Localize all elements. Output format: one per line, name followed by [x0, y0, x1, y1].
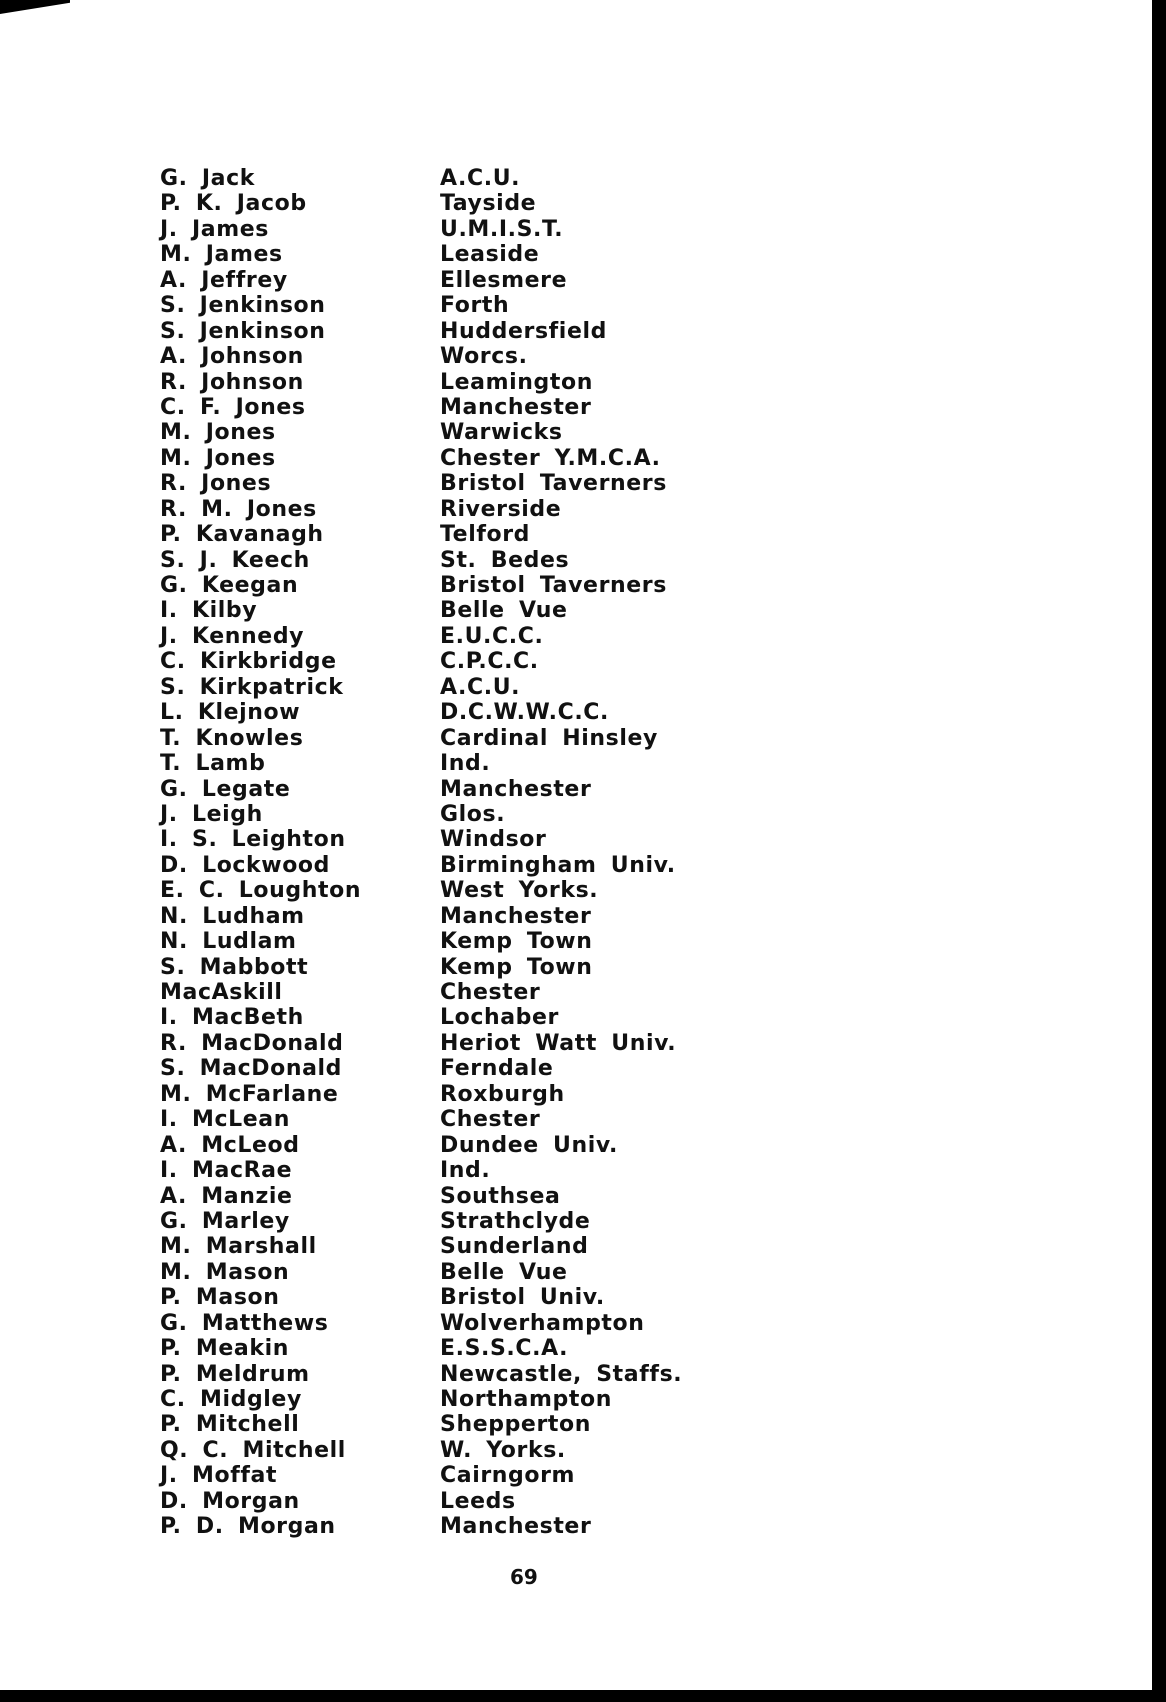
entry-club: Cardinal Hinsley [440, 725, 658, 751]
entry-club: E.U.C.C. [440, 623, 544, 649]
entry-club: Riverside [440, 496, 562, 522]
entry-name: J. James [160, 216, 269, 242]
scan-edge-top [0, 0, 70, 14]
entry-club: E.S.S.C.A. [440, 1336, 569, 1362]
entry-name: Q. C. Mitchell [160, 1437, 346, 1463]
list-item [160, 1005, 720, 1030]
entry-name: MacAskill [160, 980, 283, 1005]
entry-club: Cairngorm [440, 1463, 576, 1489]
page-number: 69 [510, 1565, 538, 1589]
entry-club: Southsea [440, 1183, 561, 1209]
scan-edge-right [1152, 0, 1166, 1702]
list-item [160, 446, 720, 471]
entry-name: J. Kennedy [160, 623, 305, 649]
list-item [160, 649, 720, 674]
list-item [160, 344, 720, 369]
entry-club: W. Yorks. [440, 1437, 566, 1463]
list-item [160, 1387, 720, 1412]
entry-club: Wolverhampton [440, 1310, 645, 1336]
entry-club: Strathclyde [440, 1208, 591, 1234]
entry-name: G. Keegan [160, 573, 299, 598]
list-item [160, 1489, 720, 1514]
list-item [160, 598, 720, 623]
list-item [160, 1514, 720, 1539]
entry-club: Chester Y.M.C.A. [440, 445, 661, 471]
entry-name: I. McLean [160, 1107, 290, 1133]
entry-club: Manchester [440, 776, 592, 802]
list-item [160, 624, 720, 649]
entry-name: P. Kavanagh [160, 522, 324, 548]
entry-name: A. Jeffrey [160, 267, 288, 293]
entry-name: A. Johnson [160, 344, 304, 370]
list-item [160, 929, 720, 954]
entry-name: D. Lockwood [160, 852, 330, 878]
entry-club: Tayside [440, 191, 537, 217]
entry-club: St. Bedes [440, 547, 570, 573]
entry-club: Lochaber [440, 1005, 560, 1031]
list-item [160, 1438, 720, 1463]
entry-club: Bristol Univ. [440, 1285, 605, 1311]
list-item [160, 853, 720, 878]
entry-list [160, 166, 720, 1540]
list-item [160, 675, 720, 700]
entry-name: M. McFarlane [160, 1081, 339, 1107]
entry-club: Telford [440, 522, 531, 548]
entry-name: E. C. Loughton [160, 878, 362, 904]
list-item [160, 1463, 720, 1488]
list-item [160, 904, 720, 929]
entry-club: Birmingham Univ. [440, 852, 676, 878]
entry-name: G. Legate [160, 776, 291, 802]
entry-club: Bristol Taverners [440, 573, 667, 598]
entry-name: C. Kirkbridge [160, 649, 337, 675]
entry-club: Ind. [440, 1158, 491, 1184]
list-item [160, 420, 720, 445]
entry-club: Worcs. [440, 344, 528, 370]
list-item [160, 1056, 720, 1081]
entry-name: S. Kirkpatrick [160, 674, 344, 700]
entry-name: A. Manzie [160, 1183, 293, 1209]
entry-club: A.C.U. [440, 674, 521, 700]
entry-name: S. Jenkinson [160, 318, 326, 344]
list-item [160, 1107, 720, 1132]
entry-name: M. Marshall [160, 1234, 317, 1260]
list-item [160, 1311, 720, 1336]
list-item [160, 522, 720, 547]
entry-club: Manchester [440, 394, 592, 420]
list-item [160, 1184, 720, 1209]
entry-club: Manchester [440, 1514, 592, 1540]
list-item [160, 700, 720, 725]
entry-name: S. Jenkinson [160, 293, 326, 319]
list-item [160, 878, 720, 903]
list-item [160, 1031, 720, 1056]
entry-club: Ind. [440, 751, 491, 777]
list-item [160, 242, 720, 267]
entry-name: M. Jones [160, 445, 276, 471]
entry-name: I. S. Leighton [160, 827, 346, 853]
entry-club: Northampton [440, 1387, 612, 1412]
entry-name: D. Morgan [160, 1488, 300, 1514]
entry-club: Heriot Watt Univ. [440, 1030, 677, 1056]
entry-club: Ellesmere [440, 267, 568, 293]
list-item [160, 726, 720, 751]
entry-club: Sunderland [440, 1234, 589, 1260]
entry-name: L. Klejnow [160, 700, 301, 726]
entry-club: Chester [440, 980, 541, 1005]
entry-club: Belle Vue [440, 598, 568, 624]
list-item [160, 1234, 720, 1259]
entry-name: I. MacBeth [160, 1005, 304, 1031]
entry-name: R. Johnson [160, 369, 304, 395]
entry-name: T. Lamb [160, 751, 266, 777]
entry-name: R. MacDonald [160, 1030, 344, 1056]
list-item [160, 268, 720, 293]
entry-name: P. Meldrum [160, 1361, 310, 1387]
list-item [160, 370, 720, 395]
entry-name: P. Mitchell [160, 1412, 300, 1438]
entry-name: R. M. Jones [160, 496, 317, 522]
entry-name: I. MacRae [160, 1158, 293, 1184]
list-item [160, 497, 720, 522]
entry-club: Forth [440, 293, 510, 319]
entry-name: G. Jack [160, 166, 255, 191]
entry-club: Manchester [440, 903, 592, 929]
entry-club: Ferndale [440, 1056, 554, 1082]
entry-name: G. Matthews [160, 1310, 329, 1336]
list-item [160, 1362, 720, 1387]
entry-name: J. Leigh [160, 801, 263, 827]
list-item [160, 980, 720, 1005]
list-item [160, 1082, 720, 1107]
entry-name: C. Midgley [160, 1387, 302, 1412]
list-item [160, 751, 720, 776]
entry-name: J. Moffat [160, 1463, 278, 1489]
list-item [160, 319, 720, 344]
entry-name: M. Jones [160, 420, 276, 446]
list-item [160, 1260, 720, 1285]
list-item [160, 1209, 720, 1234]
entry-name: S. MacDonald [160, 1056, 343, 1082]
entry-name: A. McLeod [160, 1132, 300, 1158]
entry-name: P. D. Morgan [160, 1514, 336, 1540]
entry-club: Dundee Univ. [440, 1132, 619, 1158]
entry-club: Glos. [440, 801, 506, 827]
entry-name: M. James [160, 242, 283, 268]
entry-club: Leamington [440, 369, 593, 395]
list-item [160, 191, 720, 216]
entry-club: Newcastle, Staffs. [440, 1361, 683, 1387]
list-item [160, 1336, 720, 1361]
entry-club: D.C.W.W.C.C. [440, 700, 609, 726]
list-item [160, 1285, 720, 1310]
entry-name: G. Marley [160, 1208, 290, 1234]
list-item [160, 395, 720, 420]
list-item [160, 548, 720, 573]
entry-club: Kemp Town [440, 929, 593, 955]
list-item [160, 1158, 720, 1183]
entry-club: Chester [440, 1107, 541, 1133]
list-item [160, 573, 720, 598]
entry-name: C. F. Jones [160, 394, 306, 420]
entry-club: Warwicks [440, 420, 563, 446]
entry-name: T. Knowles [160, 725, 304, 751]
list-item [160, 1412, 720, 1437]
entry-name: S. Mabbott [160, 954, 309, 980]
entry-club: A.C.U. [440, 166, 521, 191]
entry-club: Kemp Town [440, 954, 593, 980]
entry-club: Roxburgh [440, 1081, 565, 1107]
entry-club: Huddersfield [440, 318, 607, 344]
entry-name: M. Mason [160, 1259, 290, 1285]
entry-club: Bristol Taverners [440, 471, 667, 497]
entry-name: N. Ludham [160, 903, 305, 929]
list-item [160, 471, 720, 496]
entry-name: P. Mason [160, 1285, 280, 1311]
entry-name: S. J. Keech [160, 547, 310, 573]
entry-club: C.P.C.C. [440, 649, 539, 675]
entry-club: Windsor [440, 827, 547, 853]
entry-club: Belle Vue [440, 1259, 568, 1285]
entry-club: U.M.I.S.T. [440, 216, 564, 242]
list-item [160, 955, 720, 980]
list-item [160, 827, 720, 852]
entry-club: Leaside [440, 242, 540, 268]
entry-club: Shepperton [440, 1412, 591, 1438]
list-item [160, 777, 720, 802]
list-item [160, 1133, 720, 1158]
entry-name: P. Meakin [160, 1336, 289, 1362]
entry-club: West Yorks. [440, 878, 599, 904]
list-item [160, 217, 720, 242]
entry-name: I. Kilby [160, 598, 258, 624]
list-item [160, 166, 720, 191]
entry-name: N. Ludlam [160, 929, 297, 955]
scan-edge-bottom [0, 1690, 1166, 1702]
list-item [160, 293, 720, 318]
list-item [160, 802, 720, 827]
entry-club: Leeds [440, 1488, 516, 1514]
entry-name: P. K. Jacob [160, 191, 307, 217]
entry-name: R. Jones [160, 471, 272, 497]
